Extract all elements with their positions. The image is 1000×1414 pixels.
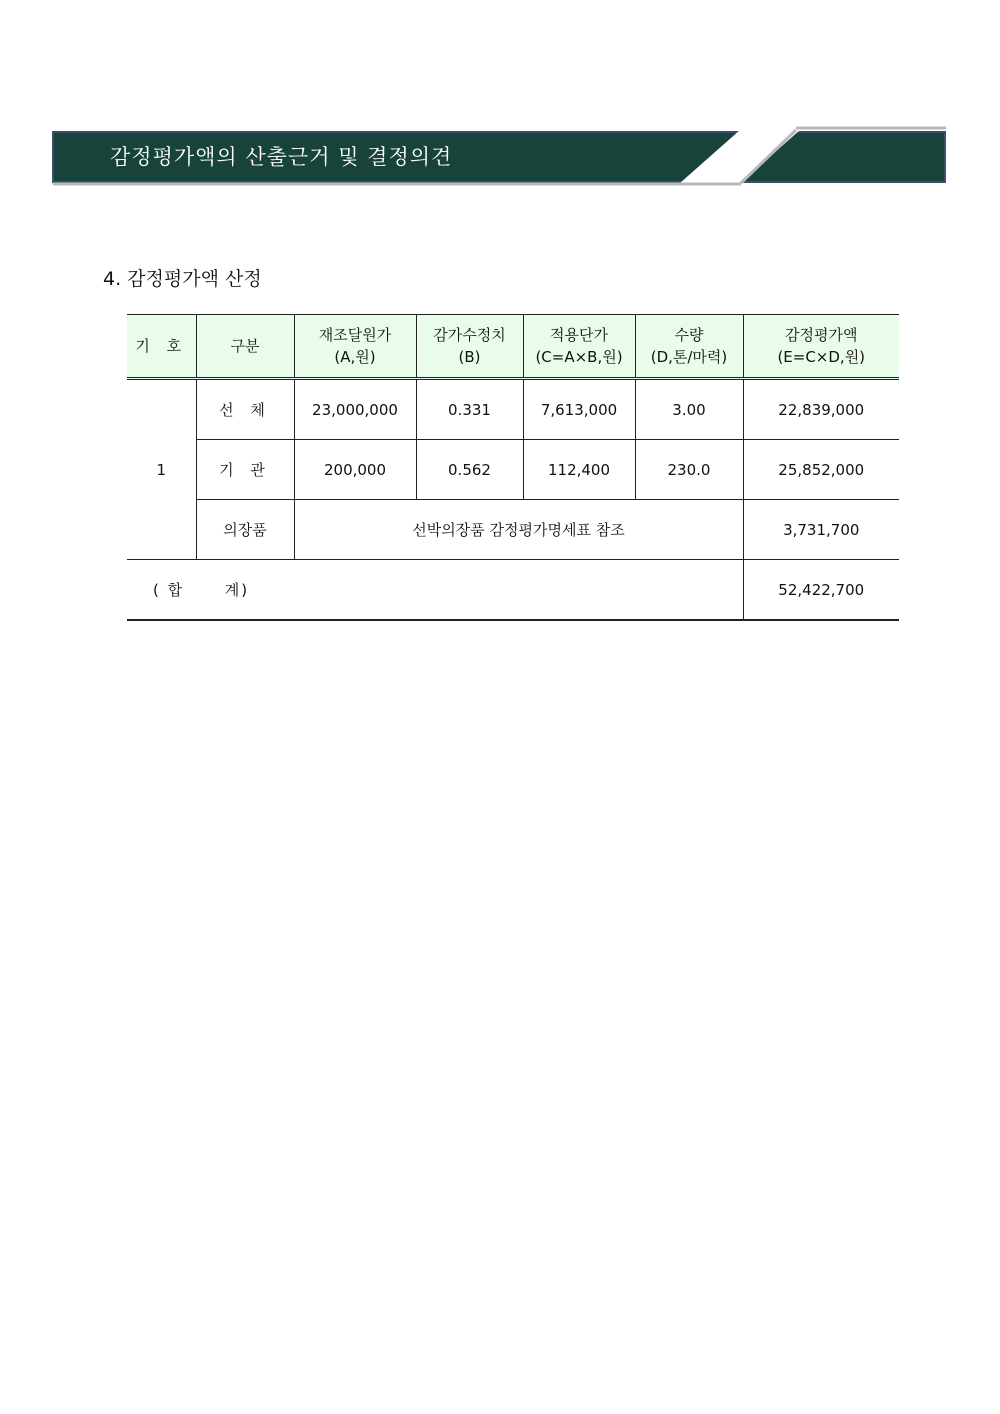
column-header-sublabel: (A,원) — [334, 348, 376, 366]
reference-note-cell: 선박의장품 감정평가명세표 참조 — [294, 500, 743, 560]
replacement-cost-cell: 200,000 — [294, 440, 416, 500]
appraisal-table — [127, 314, 899, 621]
unit-price-cell: 112,400 — [523, 440, 635, 500]
group-number: 1 — [127, 379, 196, 560]
category-cell: 선 체 — [196, 379, 294, 440]
table-row — [127, 379, 899, 440]
total-label: ( 합 계) — [127, 560, 743, 621]
quantity-cell: 3.00 — [635, 379, 743, 440]
column-header — [523, 315, 635, 379]
total-value: 52,422,700 — [743, 560, 899, 621]
column-header-label: 구분 — [230, 337, 260, 355]
appraisal-cell: 22,839,000 — [743, 379, 899, 440]
column-header — [743, 315, 899, 379]
header-banner — [0, 0, 1000, 200]
column-header-sublabel: (D,톤/마력) — [650, 348, 728, 366]
column-header — [635, 315, 743, 379]
appraisal-cell: 25,852,000 — [743, 440, 899, 500]
quantity-cell: 230.0 — [635, 440, 743, 500]
column-header-label: 재조달원가 — [318, 326, 392, 344]
column-header — [196, 315, 294, 379]
replacement-cost-cell: 23,000,000 — [294, 379, 416, 440]
column-header — [416, 315, 523, 379]
column-header-label: 적용단가 — [550, 326, 608, 344]
table-row — [127, 440, 899, 500]
column-header-label: 감가수정치 — [433, 326, 506, 344]
column-header-label: 수량 — [674, 326, 704, 344]
category-cell: 의장품 — [196, 500, 294, 560]
depreciation-cell: 0.331 — [416, 379, 523, 440]
unit-price-cell: 7,613,000 — [523, 379, 635, 440]
section-heading: 4. 감정평가액 산정 — [103, 268, 262, 290]
table-row — [127, 500, 899, 560]
column-header — [294, 315, 416, 379]
total-row — [127, 560, 899, 621]
column-header — [127, 315, 196, 379]
table-header — [127, 315, 899, 379]
column-header-label: 감정평가액 — [785, 326, 858, 344]
column-header-sublabel: (E=C×D,원) — [777, 348, 866, 366]
page-title: 감정평가액의 산출근거 및 결정의견 — [110, 145, 453, 169]
depreciation-cell: 0.562 — [416, 440, 523, 500]
category-cell: 기 관 — [196, 440, 294, 500]
column-header-label: 기 호 — [135, 337, 188, 355]
appraisal-cell: 3,731,700 — [743, 500, 899, 560]
column-header-sublabel: (C=A×B,원) — [535, 348, 623, 366]
column-header-sublabel: (B) — [458, 348, 481, 366]
